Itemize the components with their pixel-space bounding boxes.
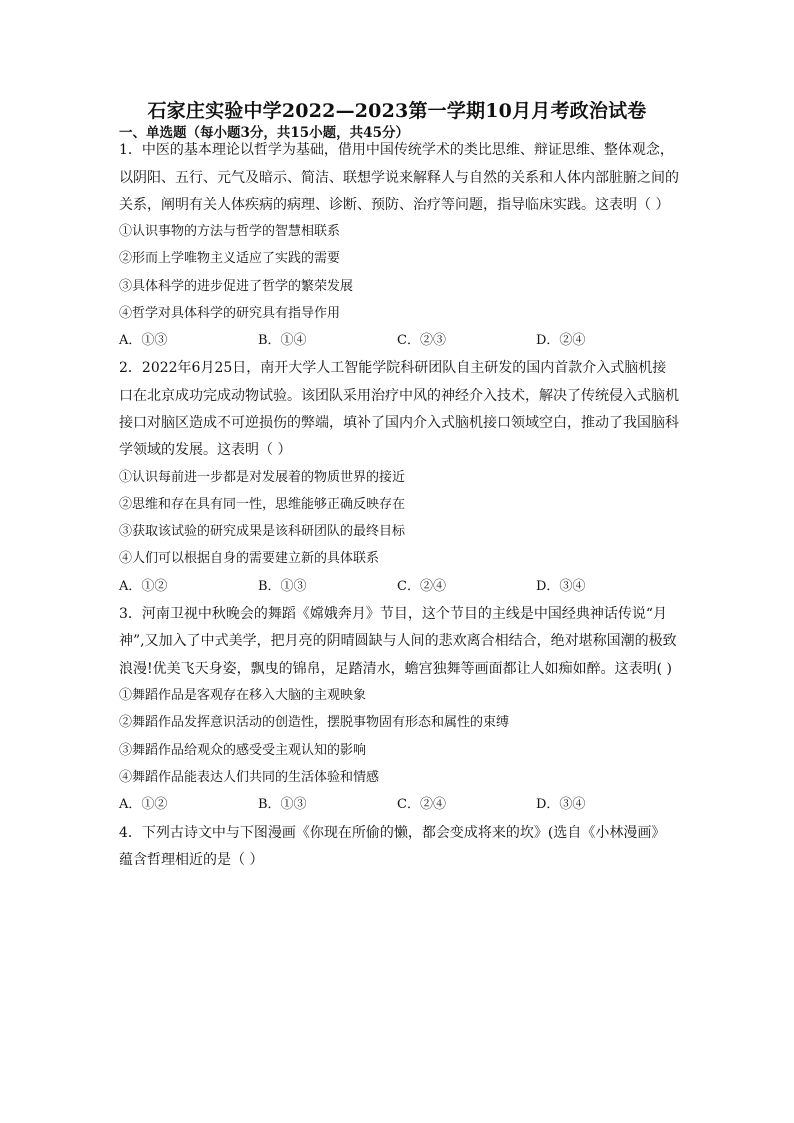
q1-option-2: ②形而上学唯物主义适应了实践的需要 (119, 251, 341, 266)
q2-stem-line-1: 2．2022年6月25日，南开大学人工智能学院科研团队自主研发的国内首款介入式脑机接 (119, 360, 667, 376)
q3-option-2: ②舞蹈作品发挥意识活动的创造性，摆脱事物固有形态和属性的束缚 (119, 715, 510, 730)
q1-stem-line-1: 1．中医的基本理论以哲学为基础，借用中国传统学术的类比思维、辩证思维、整体观念， (119, 142, 674, 158)
q1-choice-c: C．②③ (397, 333, 446, 348)
q3-option-4: ④舞蹈作品能表达人们共同的生活体验和情感 (119, 770, 380, 785)
q3-stem-line-2: 神”,又加入了中式美学，把月亮的阴晴圆缺与人间的悲欢离合相结合，绝对堪称国潮的极致 (119, 633, 677, 649)
q3-choice-a: A．①② (119, 797, 168, 812)
q2-stem-line-4: 学领域的发展。这表明（ ） (119, 442, 292, 458)
q3-choice-c: C．②④ (397, 797, 446, 812)
q4-stem-line-1: 4．下列古诗文中与下图漫画《你现在所偷的懒，都会变成将来的坎》(选自《小林漫画》 (119, 825, 666, 841)
q3-choice-b: B．①③ (258, 797, 307, 812)
section-heading: 一、单选题（每小题3分，共15小题，共45分） (119, 125, 409, 141)
q3-choice-d: D．③④ (536, 797, 586, 812)
q1-option-1: ①认识事物的方法与哲学的智慧相联系 (119, 224, 341, 239)
q2-stem-line-3: 接口对脑区造成不可逆损伤的弊端，填补了国内介入式脑机接口领域空白，推动了我国脑科 (119, 415, 679, 431)
q1-option-3: ③具体科学的进步促进了哲学的繁荣发展 (119, 279, 354, 294)
q3-stem-line-3: 浪漫!优美飞天身姿，飘曳的锦帛，足踏清水，蟾宫独舞等画面都让人如痴如醉。这表明( ) (119, 661, 672, 677)
q2-option-4: ④人们可以根据自身的需要建立新的具体联系 (119, 551, 380, 566)
q2-choice-c: C．②④ (397, 579, 446, 594)
q4-stem-line-2: 蕴含哲理相近的是（ ） (119, 852, 264, 868)
q1-choice-d: D．②④ (536, 333, 586, 348)
q2-option-1: ①认识每前进一步都是对发展着的物质世界的接近 (119, 470, 406, 485)
page-title: 石家庄实验中学2022—2023第一学期10月月考政治试卷 (147, 100, 647, 122)
q2-choice-b: B．①③ (258, 579, 307, 594)
q3-option-1: ①舞蹈作品是客观存在移入大脑的主观映象 (119, 688, 367, 703)
q1-stem-line-2: 以阴阳、五行、元气及暗示、简洁、联想学说来解释人与自然的关系和人体内部脏腑之间的 (119, 170, 679, 186)
q2-stem-line-2: 口在北京成功完成动物试验。该团队采用治疗中风的神经介入技术，解决了传统侵入式脑机 (119, 388, 679, 404)
q1-choice-b: B．①④ (258, 333, 307, 348)
q2-option-2: ②思维和存在具有同一性，思维能够正确反映存在 (119, 497, 406, 512)
q1-stem-line-3: 关系，阐明有关人体疾病的病理、诊断、预防、治疗等问题，指导临床实践。这表明（ ） (119, 197, 670, 213)
q2-option-3: ③获取该试验的研究成果是该科研团队的最终目标 (119, 524, 406, 539)
q1-option-4: ④哲学对具体科学的研究具有指导作用 (119, 306, 341, 321)
q2-choice-d: D．③④ (536, 579, 586, 594)
q3-option-3: ③舞蹈作品给观众的感受受主观认知的影响 (119, 743, 367, 758)
q2-choice-a: A．①② (119, 579, 168, 594)
q1-choice-a: A．①③ (119, 333, 168, 348)
q3-stem-line-1: 3．河南卫视中秋晚会的舞蹈《嫦娥奔月》节目，这个节目的主线是中国经典神话传说“月 (119, 606, 668, 622)
